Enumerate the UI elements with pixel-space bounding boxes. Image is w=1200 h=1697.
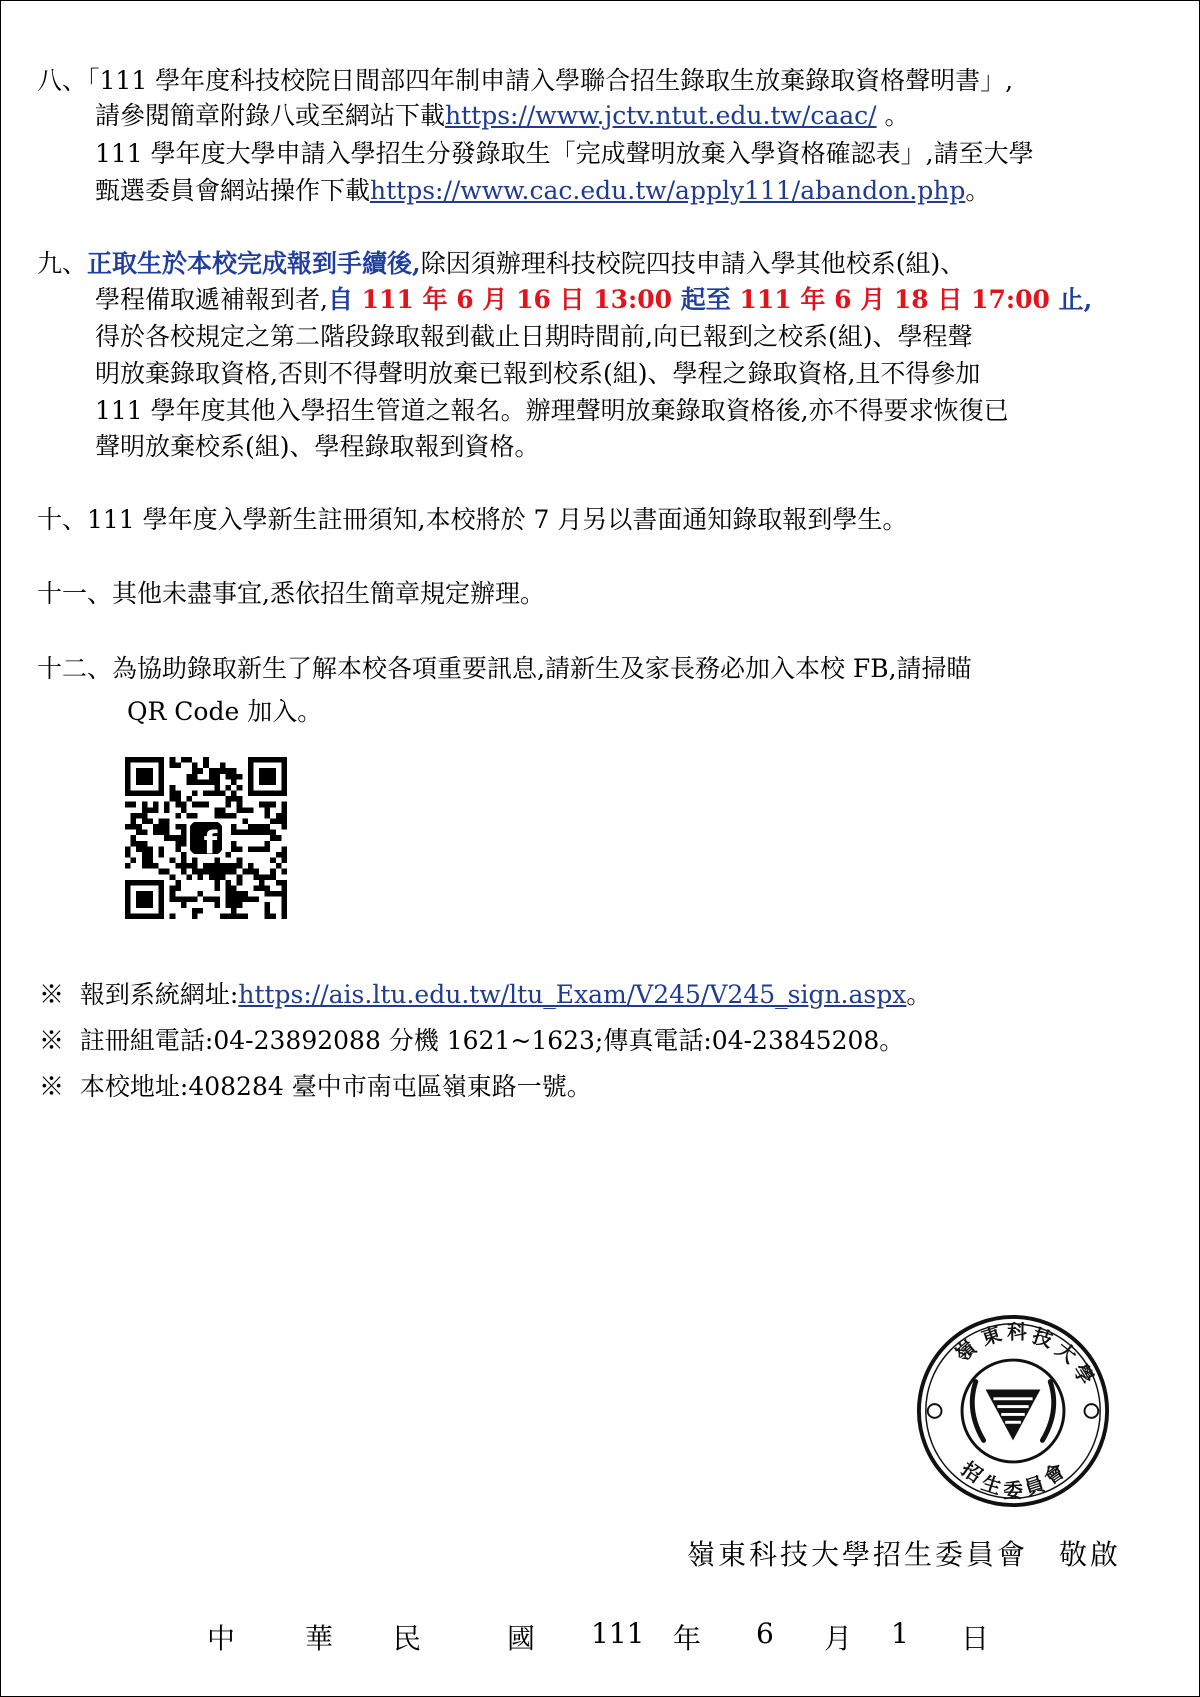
item12-line1: 十二、為協助錄取新生了解本校各項重要訊息,請新生及家長務必加入本校 FB,請掃瞄 — [37, 654, 972, 683]
item12-line2: QR Code 加入。 — [127, 697, 323, 726]
seal-char-2: 東 — [978, 1322, 1005, 1351]
item10-line: 十、111 學年度入學新生註冊須知,本校將於 7 月另以書面通知錄取報到學生。 — [37, 505, 908, 534]
note-address-text: 本校地址:408284 臺中市南屯區嶺東路一號。 — [79, 1072, 592, 1101]
seal-char-10: 員 — [1021, 1472, 1048, 1501]
item8-prefix: 八、 — [37, 66, 88, 95]
note-url-end: 。 — [906, 980, 932, 1009]
date-char: 中 — [207, 1622, 236, 1655]
seal-char-8: 生 — [978, 1471, 1005, 1500]
item9-text1: 除因須辦理科技校院四技申請入學其他校系(組)、 — [420, 249, 966, 278]
date-year: 111 — [591, 1617, 645, 1650]
facebook-icon-glyph: f — [203, 825, 218, 862]
seal-char-3: 科 — [1007, 1320, 1027, 1344]
seal-char-11: 會 — [1039, 1459, 1069, 1490]
note-address — [39, 1069, 592, 1105]
item8-text1: 「111 學年度科技校院日間部四年制申請入學聯合招生錄取生放棄錄取資格聲明書」, — [87, 66, 1014, 95]
item8-line3: 111 學年度大學申請入學招生分發錄取生「完成聲明放棄入學資格確認表」,請至大學 — [95, 139, 1034, 168]
item9-prefix: 九、 — [37, 249, 88, 278]
date-char: 年 — [673, 1622, 702, 1655]
seal-char-6: 學 — [1068, 1359, 1099, 1389]
item9-line4: 明放棄錄取資格,否則不得聲明放棄已報到校系(組)、學程之錄取資格,且不得參加 — [95, 359, 981, 388]
seal-char-9: 委 — [1003, 1479, 1023, 1503]
item8-line2 — [95, 98, 910, 134]
date-char: 月 — [824, 1622, 853, 1655]
item8-text4: 甄選委員會網站操作下載 — [95, 176, 371, 205]
item8-text4-end: 。 — [965, 176, 991, 205]
official-seal — [915, 1313, 1111, 1509]
item9-highlight: 正取生於本校完成報到手續後, — [87, 249, 421, 278]
qr-code[interactable] — [125, 757, 287, 919]
item8-line4 — [95, 173, 990, 209]
note-url — [39, 977, 931, 1013]
date-char: 日 — [961, 1622, 990, 1655]
note-phone — [39, 1023, 904, 1059]
item9-line5: 111 學年度其他入學招生管道之報名。辦理聲明放棄錄取資格後,亦不得要求恢復已 — [95, 396, 1009, 425]
signin-system-link[interactable]: https://ais.ltu.edu.tw/ltu_Exam/V245/V245_sign.aspx — [238, 980, 907, 1009]
item9-to: 起至 — [672, 285, 740, 314]
item9-stop: 止, — [1049, 285, 1093, 314]
signature: 嶺東科技大學招生委員會 敬啟 — [687, 1538, 1122, 1571]
date-day: 1 — [891, 1617, 909, 1650]
seal-char-7: 招 — [957, 1457, 987, 1488]
date-month: 6 — [756, 1617, 774, 1650]
item9-from: 自 — [327, 285, 362, 314]
note-phone-text: 註冊組電話:04-23892088 分機 1621~1623;傳真電話:04-23845208。 — [79, 1026, 905, 1055]
note-mark: ※ — [39, 980, 65, 1009]
date-char: 國 — [507, 1622, 536, 1655]
item9-start-date: 111 年 6 月 16 日 13:00 — [361, 285, 673, 314]
date-char: 華 — [305, 1622, 334, 1655]
note-mark: ※ — [39, 1026, 65, 1055]
cac-link[interactable]: https://www.cac.edu.tw/apply111/abandon.php — [370, 176, 966, 205]
item9-line6: 聲明放棄校系(組)、學程錄取報到資格。 — [95, 432, 540, 461]
item9-end-date: 111 年 6 月 18 日 17:00 — [739, 285, 1050, 314]
note-mark: ※ — [39, 1072, 65, 1101]
seal-char-1: 嶺 — [950, 1336, 981, 1367]
note-url-label: 報到系統網址: — [79, 980, 239, 1009]
item9-line1 — [37, 246, 965, 282]
item9-line3: 得於各校規定之第二階段錄取報到截止日期時間前,向已報到之校系(組)、學程聲 — [95, 322, 973, 351]
item8-text2-end: 。 — [876, 101, 910, 130]
seal-char-5: 大 — [1051, 1337, 1081, 1369]
item9-line2 — [95, 282, 1092, 318]
item8-text2: 請參閱簡章附錄八或至網站下載 — [95, 101, 446, 130]
item11-line: 十一、其他未盡事宜,悉依招生簡章規定辦理。 — [37, 579, 545, 608]
item8-line1 — [37, 63, 1013, 99]
jctv-link[interactable]: https://www.jctv.ntut.edu.tw/caac/ — [445, 101, 877, 130]
seal-char-4: 技 — [1029, 1324, 1056, 1353]
item9-text2: 學程備取遞補報到者, — [95, 285, 328, 314]
date-char: 民 — [393, 1622, 422, 1655]
